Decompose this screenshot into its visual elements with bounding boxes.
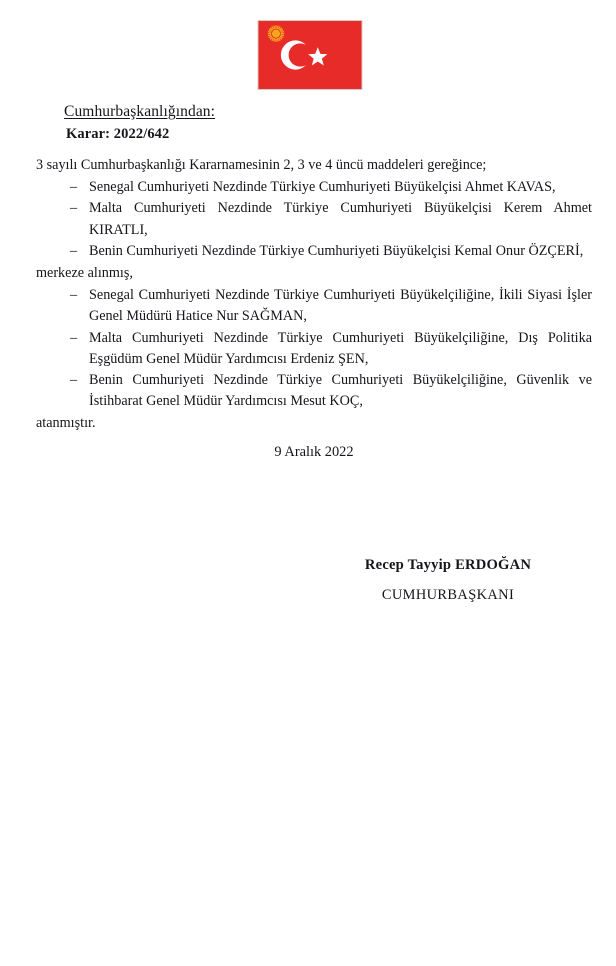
appointed-closing: atanmıştır. [36, 415, 96, 432]
recalled-list [36, 177, 592, 262]
list-item [70, 328, 592, 370]
signatory-title: CUMHURBAŞKANI [381, 586, 515, 603]
list-item [70, 370, 592, 412]
list-item [70, 198, 592, 240]
document-heading [0, 103, 616, 143]
list-item-text: Malta Cumhuriyeti Nezdinde Türkiye Cumhuriyeti Büyükelçisi Kerem Ahmet KIRATLI, [89, 200, 592, 238]
signatory-name: Recep Tayyip ERDOĞAN [364, 557, 532, 573]
flag-icon [256, 20, 364, 90]
appointed-list [36, 285, 592, 412]
issuing-office-text: Cumhurbaşkanlığından: [64, 103, 216, 120]
list-item [70, 241, 592, 262]
intro-paragraph: 3 sayılı Cumhurbaşkanlığı Kararnamesinin 2, 3 ve 4 üncü maddeleri gereğince; [36, 157, 487, 173]
list-item [70, 177, 592, 198]
decision-number: Karar: 2022/642 [66, 126, 170, 143]
list-item-text: Benin Cumhuriyeti Nezdinde Türkiye Cumhuriyeti Büyükelçisi Kemal Onur ÖZÇERİ, [89, 242, 584, 259]
list-item-text: Benin Cumhuriyeti Nezdinde Türkiye Cumhuriyeti Büyükelçiliğine, Güvenlik ve İstihbarat Genel Müdür Yardımcısı Mesut KOÇ, [89, 372, 592, 410]
recalled-closing: merkeze alınmış, [36, 265, 133, 282]
list-item-text: Senegal Cumhuriyeti Nezdinde Türkiye Cumhuriyeti Büyükelçiliğine, İkili Siyasi İşler Genel Müdürü Hatice Nur SAĞMAN, [89, 287, 592, 325]
document-date: 9 Aralık 2022 [274, 444, 354, 460]
turkish-flag-emblem [256, 20, 364, 90]
list-item-text: Senegal Cumhuriyeti Nezdinde Türkiye Cumhuriyeti Büyükelçisi Ahmet KAVAS, [89, 179, 556, 196]
issuing-office [64, 103, 616, 120]
list-item-text: Malta Cumhuriyeti Nezdinde Türkiye Cumhuriyeti Büyükelçiliğine, Dış Politika Eşgüdüm Genel Müdür Yardımcısı Erdeniz ŞEN, [89, 329, 592, 367]
list-item [70, 285, 592, 327]
document-body [36, 155, 592, 435]
signature-block [318, 557, 578, 603]
